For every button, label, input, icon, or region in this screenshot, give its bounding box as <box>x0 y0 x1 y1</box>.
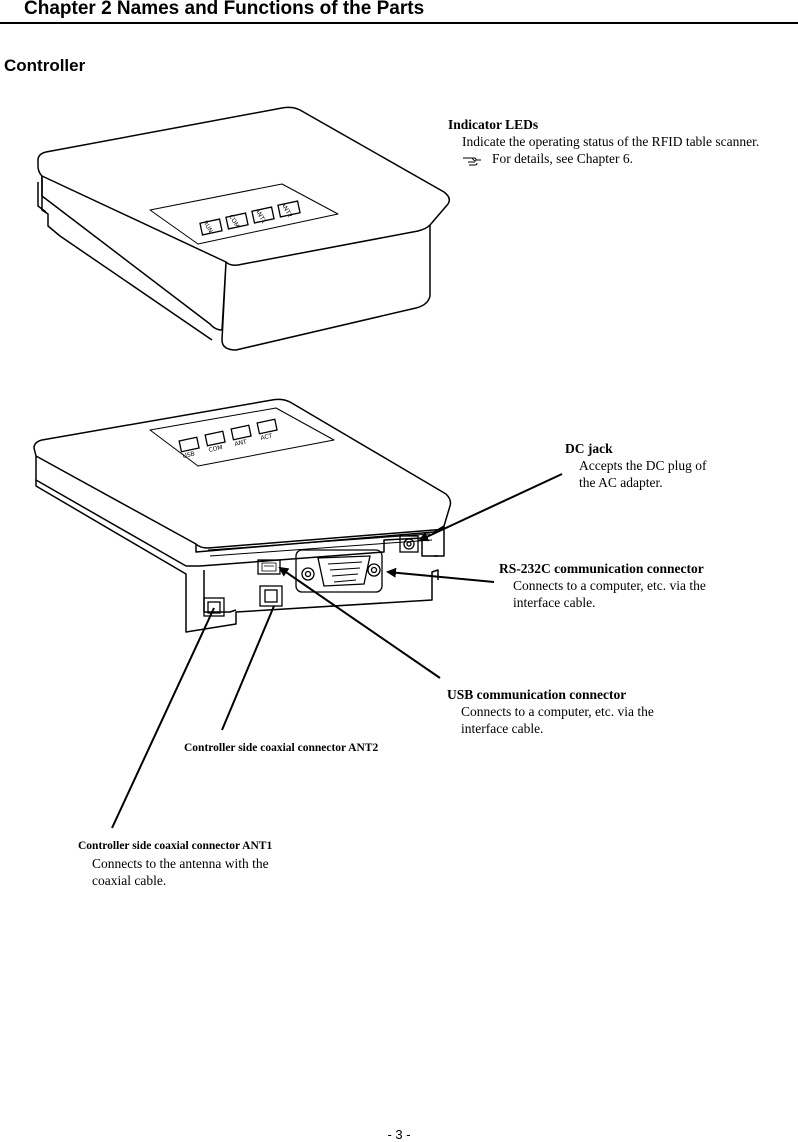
device-top-face <box>38 107 449 265</box>
callout-description: interface cable. <box>513 595 596 610</box>
callout-title: USB communication connector <box>447 687 627 702</box>
callout-usb <box>447 686 654 737</box>
callout-title: RS-232C communication connector <box>499 561 704 576</box>
callout-reference-text: For details, see Chapter 6. <box>492 151 633 166</box>
callout-title: Controller side coaxial connector ANT1 <box>78 840 273 852</box>
device-rear-body <box>36 456 444 566</box>
chapter-title: Chapter 2 Names and Functions of the Parts <box>24 0 425 19</box>
callout-reference <box>448 150 759 167</box>
device-top-led-label: RUN <box>201 219 214 235</box>
ant1-connector <box>204 598 224 616</box>
rs232c-leader <box>388 572 494 582</box>
callout-rs232c <box>499 560 706 611</box>
pointing-hand-icon <box>462 154 482 166</box>
callout-ant2 <box>184 740 378 757</box>
callout-dc-jack <box>565 440 706 491</box>
callout-title: DC jack <box>565 441 613 456</box>
callout-title: Indicator LEDs <box>448 117 539 132</box>
callout-description: Connects to the antenna with the <box>92 856 269 871</box>
page-number: - 3 - <box>387 1127 411 1142</box>
device-rear-led-label: ANT <box>233 438 248 448</box>
callout-description: Connects to a computer, etc. via the <box>513 578 706 593</box>
callout-description: coaxial cable. <box>92 873 167 888</box>
device-rear-led-label: ACT <box>259 432 274 442</box>
device-rear-top-face <box>34 399 451 548</box>
device-rear-led-label: COM <box>207 444 224 454</box>
callout-indicator-leds <box>448 116 759 167</box>
callout-description: interface cable. <box>461 721 544 736</box>
callout-description: the AC adapter. <box>579 475 663 490</box>
rs232c-connector <box>296 550 382 592</box>
callout-description: Accepts the DC plug of <box>579 458 707 473</box>
callout-description: Indicate the operating status of the RFID table scanner. <box>462 134 760 149</box>
device-top-led-label: ANT2 <box>279 201 294 219</box>
device-rear-led-label: USB <box>181 450 196 460</box>
section-title: Controller <box>4 56 86 75</box>
callout-ant1 <box>78 838 272 889</box>
device-top-led-label: ANT1 <box>253 207 268 225</box>
dc-jack-leader <box>420 474 562 540</box>
ant2-connector <box>260 586 282 606</box>
callout-title: Controller side coaxial connector ANT2 <box>184 742 379 754</box>
callout-description: Connects to a computer, etc. via the <box>461 704 654 719</box>
device-top-led-label: COM <box>227 213 241 230</box>
ant1-leader <box>112 608 214 828</box>
usb-connector <box>258 560 280 574</box>
